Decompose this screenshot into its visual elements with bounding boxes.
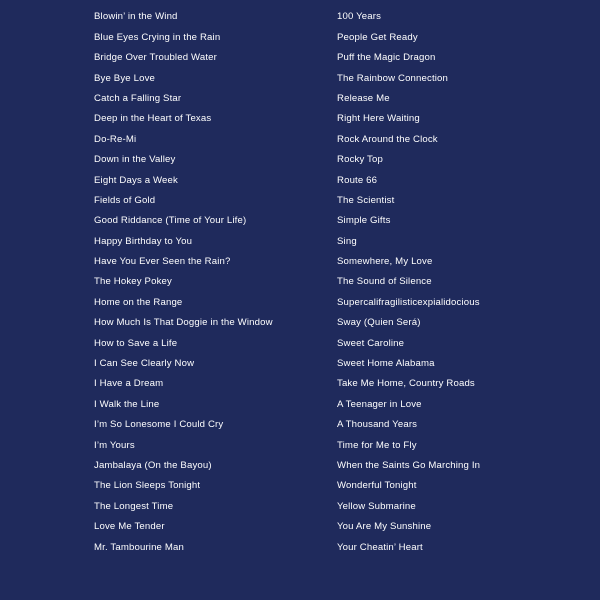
song-item: I’m So Lonesome I Could Cry xyxy=(94,419,224,431)
song-item: Fields of Gold xyxy=(94,194,156,206)
song-item: Sing xyxy=(337,235,357,247)
song-item: Bye Bye Love xyxy=(94,72,155,84)
song-item: Sweet Home Alabama xyxy=(337,358,435,370)
song-item: Puff the Magic Dragon xyxy=(337,52,436,64)
song-item: I Walk the Line xyxy=(94,398,160,410)
song-item: I’m Yours xyxy=(94,439,135,451)
song-item: Rocky Top xyxy=(337,154,383,166)
song-item: Good Riddance (Time of Your Life) xyxy=(94,215,247,227)
song-item: The Sound of Silence xyxy=(337,276,432,288)
song-item: Right Here Waiting xyxy=(337,113,420,125)
song-item: How to Save a Life xyxy=(94,337,178,349)
song-item: People Get Ready xyxy=(337,31,418,43)
song-item: Blue Eyes Crying in the Rain xyxy=(94,31,221,43)
song-item: Blowin’ in the Wind xyxy=(94,11,178,23)
song-item: Take Me Home, Country Roads xyxy=(337,378,475,390)
song-item: A Thousand Years xyxy=(337,419,418,431)
song-item: Simple Gifts xyxy=(337,215,391,227)
song-item: Supercalifragilisticexpialidocious xyxy=(337,296,480,308)
song-item: Somewhere, My Love xyxy=(337,256,433,268)
song-item: Time for Me to Fly xyxy=(337,439,417,451)
song-list-left-column xyxy=(94,0,324,558)
song-item: Catch a Falling Star xyxy=(94,92,182,104)
song-item: Jambalaya (On the Bayou) xyxy=(94,459,212,471)
song-item xyxy=(94,0,324,7)
song-item: The Lion Sleeps Tonight xyxy=(94,480,201,492)
song-item xyxy=(337,0,577,7)
song-item: Happy Birthday to You xyxy=(94,235,193,247)
song-item: I Have a Dream xyxy=(94,378,164,390)
song-item: How Much Is That Doggie in the Window xyxy=(94,317,273,329)
song-item: The Rainbow Connection xyxy=(337,72,449,84)
song-item: Yellow Submarine xyxy=(337,500,416,512)
song-item: The Scientist xyxy=(337,194,395,206)
song-item: Release Me xyxy=(337,92,390,104)
song-item: Route 66 xyxy=(337,174,378,186)
song-item: Bridge Over Troubled Water xyxy=(94,52,217,64)
song-list-right-column xyxy=(337,0,577,558)
song-item: Rock Around the Clock xyxy=(337,133,438,145)
song-item: Your Cheatin’ Heart xyxy=(337,541,423,553)
song-item: Do-Re-Mi xyxy=(94,133,137,145)
song-item: You Are My Sunshine xyxy=(337,521,432,533)
song-item: Sweet Caroline xyxy=(337,337,405,349)
song-item: I Can See Clearly Now xyxy=(94,358,195,370)
song-item: Have You Ever Seen the Rain? xyxy=(94,256,231,268)
song-item: Love Me Tender xyxy=(94,521,165,533)
song-item: A Teenager in Love xyxy=(337,398,422,410)
song-item: Home on the Range xyxy=(94,296,183,308)
song-item: Mr. Tambourine Man xyxy=(94,541,184,553)
song-item: Down in the Valley xyxy=(94,154,176,166)
song-item: The Longest Time xyxy=(94,500,174,512)
song-item: Sway (Quien Será) xyxy=(337,317,421,329)
song-item: Deep in the Heart of Texas xyxy=(94,113,212,125)
song-item: Wonderful Tonight xyxy=(337,480,417,492)
song-item: When the Saints Go Marching In xyxy=(337,459,481,471)
song-item: The Hokey Pokey xyxy=(94,276,172,288)
song-item: 100 Years xyxy=(337,11,382,23)
song-item: Eight Days a Week xyxy=(94,174,178,186)
